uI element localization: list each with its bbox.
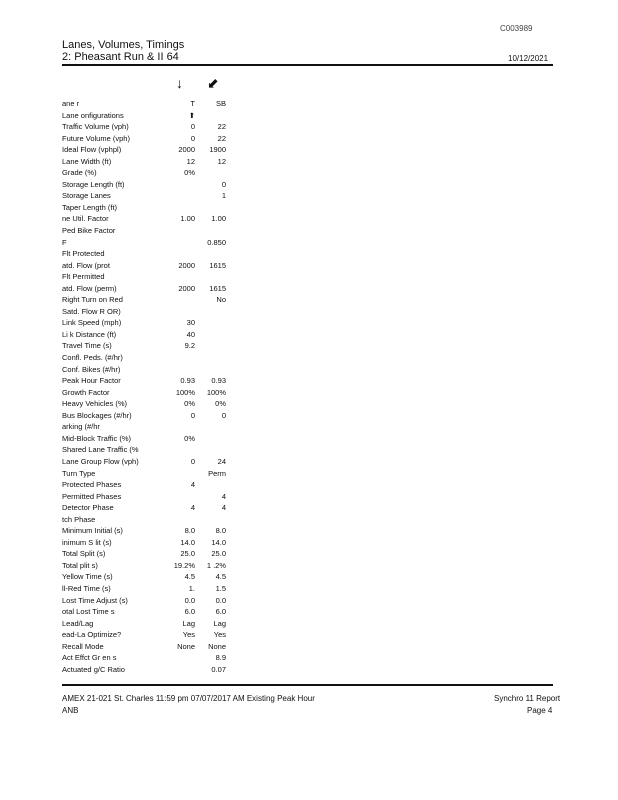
row-value-col2: 0.93	[211, 376, 226, 386]
row-value-col1: 40	[186, 329, 195, 339]
row-label: Act Effct Gr en s	[62, 653, 117, 663]
row-label: ll-Red Time (s)	[62, 583, 111, 593]
row-label: ead-La Optimize?	[62, 630, 122, 640]
row-value-col1: 0%	[184, 399, 195, 409]
row-value-col1: 0.0	[184, 595, 195, 605]
row-value-col1: 0.93	[180, 376, 195, 386]
document-page	[55, 18, 565, 718]
row-label: Traffic Volume (vph)	[62, 122, 129, 132]
row-value-col1: ⬆	[188, 110, 195, 120]
footer-rule	[62, 684, 553, 686]
row-value-col1: T	[190, 99, 195, 108]
row-value-col2: 24	[217, 456, 226, 466]
row-label: Turn Type	[62, 468, 96, 478]
row-value-col1: 4.5	[184, 572, 195, 582]
row-value-col1: 30	[186, 318, 195, 328]
row-value-col2: 22	[217, 122, 226, 132]
row-value-col2: 100%	[206, 387, 226, 397]
row-label: Lane Width (ft)	[62, 156, 112, 166]
row-value-col2: 1615	[209, 283, 226, 293]
row-value-col1: 0	[190, 456, 195, 466]
row-value-col1: 0%	[184, 168, 195, 178]
row-label: Ideal Flow (vphpl)	[62, 145, 122, 155]
row-value-col2: 0.850	[207, 237, 226, 247]
row-value-col2: 4.5	[215, 572, 226, 582]
row-value-col1: 2000	[178, 283, 195, 293]
row-label: ne Util. Factor	[62, 214, 109, 224]
row-label: Lost Time Adjust (s)	[62, 595, 128, 605]
row-label: atd. Flow (prot	[62, 260, 110, 270]
row-value-col2: 8.9	[215, 653, 226, 663]
row-label: Mid-Block Traffic (%)	[62, 433, 132, 443]
row-value-col1: 14.0	[180, 537, 195, 547]
row-value-col2: 1	[221, 191, 226, 201]
row-label: Satd. Flow R OR)	[62, 306, 121, 316]
row-label: Taper Length (ft)	[62, 202, 118, 212]
row-label: Minimum Initial (s)	[62, 526, 123, 536]
row-value-col2: Lag	[213, 618, 226, 628]
row-value-col1: 9.2	[184, 341, 195, 351]
row-label: Storage Lanes	[62, 191, 111, 201]
row-value-col1: 8.0	[184, 526, 195, 536]
row-value-col2: Perm	[208, 468, 226, 478]
row-value-col2: 6.0	[215, 607, 226, 617]
row-value-col2: SB	[215, 99, 226, 108]
row-value-col2: None	[208, 641, 226, 651]
row-label: Total plit s)	[62, 560, 98, 570]
row-value-col1: 2000	[178, 145, 195, 155]
row-label: Growth Factor	[62, 387, 110, 397]
row-value-col1: 25.0	[180, 549, 195, 559]
row-label: Confl. Peds. (#/hr)	[62, 353, 123, 363]
row-value-col2: No	[216, 295, 226, 305]
row-value-col1: 0	[190, 133, 195, 143]
row-label: Permitted Phases	[62, 491, 122, 501]
row-label: Lead/Lag	[62, 618, 94, 628]
through-arrow-icon: ↓	[176, 75, 183, 91]
row-label: Shared Lane Traffic (%	[62, 445, 139, 455]
row-value-col2: 1.00	[211, 214, 226, 224]
row-value-col2: 22	[217, 133, 226, 143]
row-value-col2: 4	[221, 503, 226, 513]
row-label: Travel Time (s)	[62, 341, 112, 351]
row-label: Flt Permitted	[62, 272, 105, 282]
row-value-col1: 4	[190, 503, 195, 513]
row-label: otal Lost Time s	[62, 607, 115, 617]
row-label: tch Phase	[62, 514, 96, 524]
row-label: Total Split (s)	[62, 549, 106, 559]
row-value-col1: 12	[186, 156, 195, 166]
row-label: Link Speed (mph)	[62, 318, 122, 328]
header-rule	[62, 64, 553, 66]
row-value-col2: Yes	[213, 630, 226, 640]
row-value-col2: 0%	[215, 399, 226, 409]
report-date: 10/12/2021	[508, 54, 549, 63]
row-value-col1: 0	[190, 410, 195, 420]
row-value-col1: Lag	[182, 618, 195, 628]
row-value-col2: 4	[221, 491, 226, 501]
footer-page: Page 4	[527, 706, 553, 715]
row-value-col2: 14.0	[211, 537, 226, 547]
row-label: Future Volume (vph)	[62, 133, 130, 143]
row-label: Li k Distance (ft)	[62, 329, 117, 339]
row-value-col1: 4	[190, 480, 195, 490]
right-turn-arrow-icon: ⬋	[207, 75, 219, 91]
report-title: Lanes, Volumes, Timings	[62, 39, 185, 51]
row-label: Lane onfigurations	[62, 110, 124, 120]
row-label: Recall Mode	[62, 641, 104, 651]
row-value-col2: 0.07	[211, 664, 226, 674]
row-value-col1: 1.	[188, 583, 195, 593]
row-value-col2: 0	[221, 410, 226, 420]
row-value-col1: 6.0	[184, 607, 195, 617]
row-label: ane r	[62, 99, 80, 108]
row-value-col1: 0%	[184, 433, 195, 443]
row-label: Actuated g/C Ratio	[62, 664, 125, 674]
row-value-col1: 2000	[178, 260, 195, 270]
row-label: Right Turn on Red	[62, 295, 123, 305]
row-value-col2: 12	[217, 156, 226, 166]
footer-software: Synchro 11 Report	[494, 694, 561, 703]
row-label: inimum S lit (s)	[62, 537, 112, 547]
document-id: C003989	[500, 24, 533, 33]
row-label: F	[62, 237, 67, 247]
row-value-col2: 1 .2%	[206, 560, 226, 570]
row-label: Lane Group Flow (vph)	[62, 456, 139, 466]
intersection-name: 2: Pheasant Run & II 64	[62, 51, 179, 63]
row-label: Peak Hour Factor	[62, 376, 121, 386]
row-value-col1: None	[177, 641, 195, 651]
row-label: atd. Flow (perm)	[62, 283, 117, 293]
row-value-col1: 0	[190, 122, 195, 132]
row-value-col2: 1615	[209, 260, 226, 270]
row-value-col2: 1900	[209, 145, 226, 155]
row-value-col2: 8.0	[215, 526, 226, 536]
row-label: Bus Blockages (#/hr)	[62, 410, 132, 420]
footer-initials: ANB	[62, 706, 79, 715]
row-label: Ped Bike Factor	[62, 226, 116, 236]
row-label: Yellow Time (s)	[62, 572, 113, 582]
row-value-col1: Yes	[182, 630, 195, 640]
row-value-col1: 100%	[175, 387, 195, 397]
row-value-col2: 0.0	[215, 595, 226, 605]
row-label: Storage Length (ft)	[62, 179, 125, 189]
row-label: Heavy Vehicles (%)	[62, 399, 128, 409]
footer-project: AMEX 21-021 St. Charles 11:59 pm 07/07/2017 AM Existing Peak Hour	[62, 694, 315, 703]
row-label: Grade (%)	[62, 168, 97, 178]
row-label: Protected Phases	[62, 480, 122, 490]
row-label: Detector Phase	[62, 503, 114, 513]
row-value-col2: 1.5	[215, 583, 226, 593]
row-label: Flt Protected	[62, 249, 105, 259]
row-value-col2: 0	[221, 179, 226, 189]
row-value-col1: 1.00	[180, 214, 195, 224]
row-value-col2: 25.0	[211, 549, 226, 559]
row-label: arking (#/hr	[62, 422, 100, 432]
row-label: Conf. Bikes (#/hr)	[62, 364, 121, 374]
row-value-col1: 19.2%	[173, 560, 195, 570]
